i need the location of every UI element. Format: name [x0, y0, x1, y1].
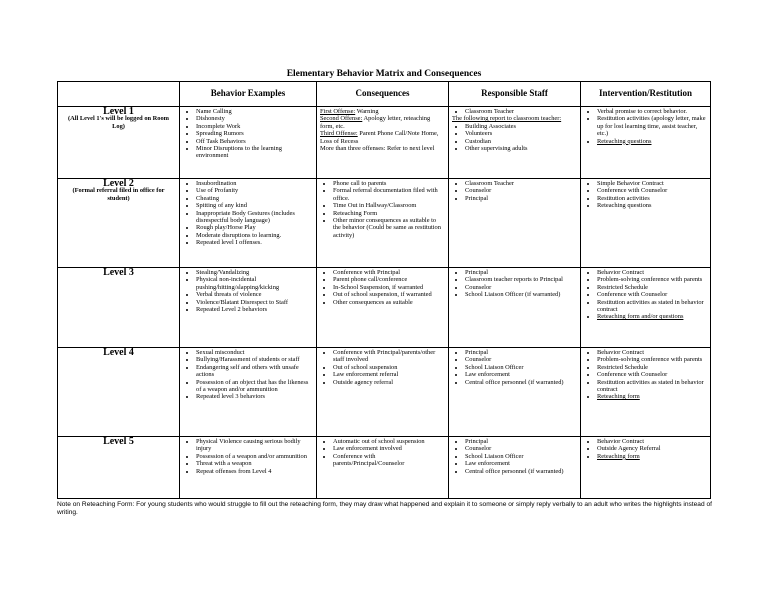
staff-item: • Classroom teacher reports to Principal [465, 276, 577, 283]
staff-item: • Law enforcement [465, 460, 577, 467]
consequence-text: More than three offenses: Refer to next level [320, 145, 435, 153]
level-name: Level 3 [103, 267, 134, 278]
behavior-list [183, 180, 313, 247]
behavior-item: • Possession of a weapon and/or ammunition [196, 453, 313, 460]
table-row [58, 268, 711, 348]
level-subtitle: (Formal referral filed in office for student) [72, 187, 165, 202]
intervention-item: • Restitution activities [597, 195, 707, 202]
behavior-item: • Moderate disruptions to learning. [196, 232, 313, 239]
level-name: Level 5 [103, 436, 134, 447]
behavior-list [183, 349, 313, 401]
intervention-item: • Verbal promise to correct behavior. [597, 108, 707, 115]
behavior-item: • Rough play/Horse Play [196, 224, 313, 231]
behavior-examples-cell [180, 348, 317, 437]
intervention-item: • Restitution activities as stated in behavior contract [597, 379, 707, 394]
behavior-matrix-table [57, 81, 711, 499]
header-behavior-examples: Behavior Examples [180, 82, 317, 107]
consequence-item: • Conference with Principal [333, 269, 445, 276]
level-name: Level 4 [103, 347, 134, 358]
staff-item: • Building Associates [465, 123, 577, 130]
consequence-list [320, 180, 445, 239]
table-row [58, 107, 711, 179]
level-cell [58, 437, 180, 499]
staff-item: • Custodian [465, 138, 577, 145]
staff-item: • Law enforcement [465, 371, 577, 378]
consequence-item: • Formal referral documentation filed with office. [333, 187, 445, 202]
intervention-list [584, 269, 707, 321]
intervention-list [584, 349, 707, 401]
intervention-item: • Conference with Counselor [597, 291, 707, 298]
behavior-item: • Possession of an object that has the likeness of a weapon and/or ammunition [196, 379, 313, 394]
behavior-item: • Dishonesty [196, 115, 313, 122]
consequence-item: • Outside agency referral [333, 379, 445, 386]
header-consequences: Consequences [317, 82, 449, 107]
consequence-list [320, 438, 445, 468]
intervention-item: • Reteaching form and/or questions [597, 313, 707, 320]
behavior-item: • Repeat offenses from Level 4 [196, 468, 313, 475]
staff-item: • Principal [465, 269, 577, 276]
staff-list [452, 349, 577, 386]
consequence-offense-label: First Offense: [320, 108, 356, 115]
consequence-line [320, 130, 445, 145]
responsible-staff-cell [449, 437, 581, 499]
staff-list [452, 269, 577, 299]
staff-item: • Counselor [465, 356, 577, 363]
level-cell [58, 107, 180, 179]
level-cell [58, 348, 180, 437]
behavior-item: • Spitting of any kind [196, 202, 313, 209]
intervention-item: • Problem-solving conference with parents [597, 356, 707, 363]
intervention-item: • Conference with Counselor [597, 187, 707, 194]
intervention-item: • Restitution activities (apology letter, make up for lost learning time, assist teacher, etc.) [597, 115, 707, 137]
level-subtitle: (All Level 1's will be logged on Room Log) [67, 115, 169, 130]
intervention-item: • Restricted Schedule [597, 364, 707, 371]
intervention-list [584, 108, 707, 145]
behavior-item: • Inappropriate Body Gestures (includes disrespectful body language) [196, 210, 313, 225]
table-row [58, 179, 711, 268]
behavior-examples-cell [180, 179, 317, 268]
level-cell [58, 268, 180, 348]
intervention-item: • Problem-solving conference with parents [597, 276, 707, 283]
consequence-item: • Law enforcement referral [333, 371, 445, 378]
consequence-text: Parent Phone Call/Note Home, Loss of Recess [320, 130, 439, 145]
header-intervention-restitution: Intervention/Restitution [581, 82, 711, 107]
behavior-item: • Bullying/Harassment of students or staff [196, 356, 313, 363]
table-header-row [58, 82, 711, 107]
staff-item: • School Liaison Officer (if warranted) [465, 291, 577, 298]
staff-item: • Principal [465, 349, 577, 356]
header-responsible-staff: Responsible Staff [449, 82, 581, 107]
staff-item: • Central office personnel (if warranted) [465, 468, 577, 475]
behavior-item: • Insubordination [196, 180, 313, 187]
intervention-list [584, 438, 707, 460]
staff-item: • School Liaison Officer [465, 364, 577, 371]
intervention-item: • Reteaching form [597, 453, 707, 460]
behavior-item: • Name Calling [196, 108, 313, 115]
intervention-item: • Simple Behavior Contract [597, 180, 707, 187]
staff-item: • Counselor [465, 284, 577, 291]
consequence-text: Warning [355, 108, 379, 115]
responsible-staff-cell [449, 268, 581, 348]
intervention-item: • Behavior Contract [597, 349, 707, 356]
intervention-cell [581, 179, 711, 268]
consequence-item: • Automatic out of school suspension [333, 438, 445, 445]
intervention-item: • Reteaching questions [597, 138, 707, 145]
consequence-text: Apology letter, reteaching form, etc. [320, 115, 431, 130]
consequence-offense-label: Second Offense: [320, 115, 363, 123]
staff-item: • Other supervising adults [465, 145, 577, 152]
staff-item: • Counselor [465, 445, 577, 452]
consequence-list [320, 349, 445, 386]
behavior-examples-cell [180, 268, 317, 348]
level-cell [58, 179, 180, 268]
consequence-item: • In-School Suspension, if warranted [333, 284, 445, 291]
intervention-cell [581, 268, 711, 348]
table-row [58, 437, 711, 499]
intervention-cell [581, 107, 711, 179]
behavior-list [183, 108, 313, 160]
behavior-item: • Threat with a weapon [196, 460, 313, 467]
behavior-item: • Use of Profanity [196, 187, 313, 194]
intervention-item: • Behavior Contract [597, 269, 707, 276]
staff-list [452, 123, 577, 153]
behavior-examples-cell [180, 437, 317, 499]
consequence-item: • Phone call to parents [333, 180, 445, 187]
level-name: Level 1 [103, 106, 134, 117]
behavior-item: • Cheating [196, 195, 313, 202]
document-title: Elementary Behavior Matrix and Consequences [286, 69, 482, 79]
staff-item: • Central office personnel (if warranted) [465, 379, 577, 386]
consequence-item: • Other minor consequences as suitable to the behavior (Could be same as restitution activity) [333, 217, 445, 239]
behavior-item: • Physical non-incidental pushing/hitting/slapping/kicking [196, 276, 313, 291]
staff-item: • Principal [465, 195, 577, 202]
behavior-item: • Off Task Behaviors [196, 138, 313, 145]
intervention-cell [581, 348, 711, 437]
staff-item: • Volunteers [465, 130, 577, 137]
intervention-item: • Restricted Schedule [597, 284, 707, 291]
behavior-list [183, 269, 313, 313]
consequences-cell [317, 268, 449, 348]
behavior-item: • Repeated Level 2 behaviors [196, 306, 313, 313]
consequence-line [320, 115, 445, 130]
responsible-staff-cell [449, 348, 581, 437]
behavior-item: • Physical Violence causing serious bodily injury [196, 438, 313, 453]
consequence-line [320, 145, 445, 152]
behavior-item: • Incomplete Work [196, 123, 313, 130]
table-row [58, 348, 711, 437]
intervention-item: • Reteaching form [597, 393, 707, 400]
staff-item: • Classroom Teacher [465, 108, 577, 115]
consequence-item: • Other consequences as suitable [333, 299, 445, 306]
staff-report-note: The following report to classroom teacher: [452, 115, 562, 123]
consequences-cell [317, 107, 449, 179]
consequence-item: • Out of school suspension, if warranted [333, 291, 445, 298]
behavior-item: • Verbal threats of violence [196, 291, 313, 298]
responsible-staff-cell [449, 179, 581, 268]
consequence-offense-label: Third Offense: [320, 130, 358, 138]
staff-list [452, 438, 577, 475]
behavior-item: • Sexual misconduct [196, 349, 313, 356]
consequence-item: • Out of school suspension [333, 364, 445, 371]
behavior-item: • Repeated level I offenses. [196, 239, 313, 246]
intervention-cell [581, 437, 711, 499]
staff-list [452, 180, 577, 202]
behavior-list [183, 438, 313, 475]
responsible-staff-cell [449, 107, 581, 179]
intervention-item: • Outside Agency Referral [597, 445, 707, 452]
consequence-line [320, 108, 445, 115]
consequences-cell [317, 437, 449, 499]
intervention-item: • Conference with Counselor [597, 371, 707, 378]
consequence-item: • Time Out in Hallway/Classroom [333, 202, 445, 209]
staff-item: • Counselor [465, 187, 577, 194]
behavior-item: • Repeated level 3 behaviors [196, 393, 313, 400]
table-body [58, 107, 711, 499]
consequence-item: • Conference with parents/Principal/Counselor [333, 453, 445, 468]
staff-item: • School Liaison Officer [465, 453, 577, 460]
intervention-item: • Restitution activities as stated in behavior contract [597, 299, 707, 314]
header-corner [58, 82, 180, 107]
consequence-list [320, 269, 445, 306]
behavior-item: • Stealing/Vandalizing [196, 269, 313, 276]
intervention-item: • Reteaching questions [597, 202, 707, 209]
staff-item: • Classroom Teacher [465, 180, 577, 187]
behavior-item: • Violence/Blatant Disrespect to Staff [196, 299, 313, 306]
consequence-item: • Parent phone call/conference [333, 276, 445, 283]
staff-item: • Principal [465, 438, 577, 445]
consequences-cell [317, 348, 449, 437]
intervention-list [584, 180, 707, 210]
behavior-item: • Minor Disruptions to the learning environment [196, 145, 313, 160]
behavior-item: • Endangering self and others with unsafe actions [196, 364, 313, 379]
consequence-item: • Conference with Principal/parents/other staff involved [333, 349, 445, 364]
consequences-cell [317, 179, 449, 268]
staff-top-list [452, 108, 577, 115]
consequence-item: • Reteaching Form [333, 210, 445, 217]
consequence-item: • Law enforcement involved [333, 445, 445, 452]
intervention-item: • Behavior Contract [597, 438, 707, 445]
behavior-examples-cell [180, 107, 317, 179]
level-name: Level 2 [103, 178, 134, 189]
reteaching-note: Note on Reteaching Form: For young students who would struggle to fill out the reteaching form, they may draw what happened and explain it to someone or simply reply verbally to an adult who writes the highlights instead of writing. [57, 501, 712, 516]
behavior-item: • Spreading Rumors [196, 130, 313, 137]
